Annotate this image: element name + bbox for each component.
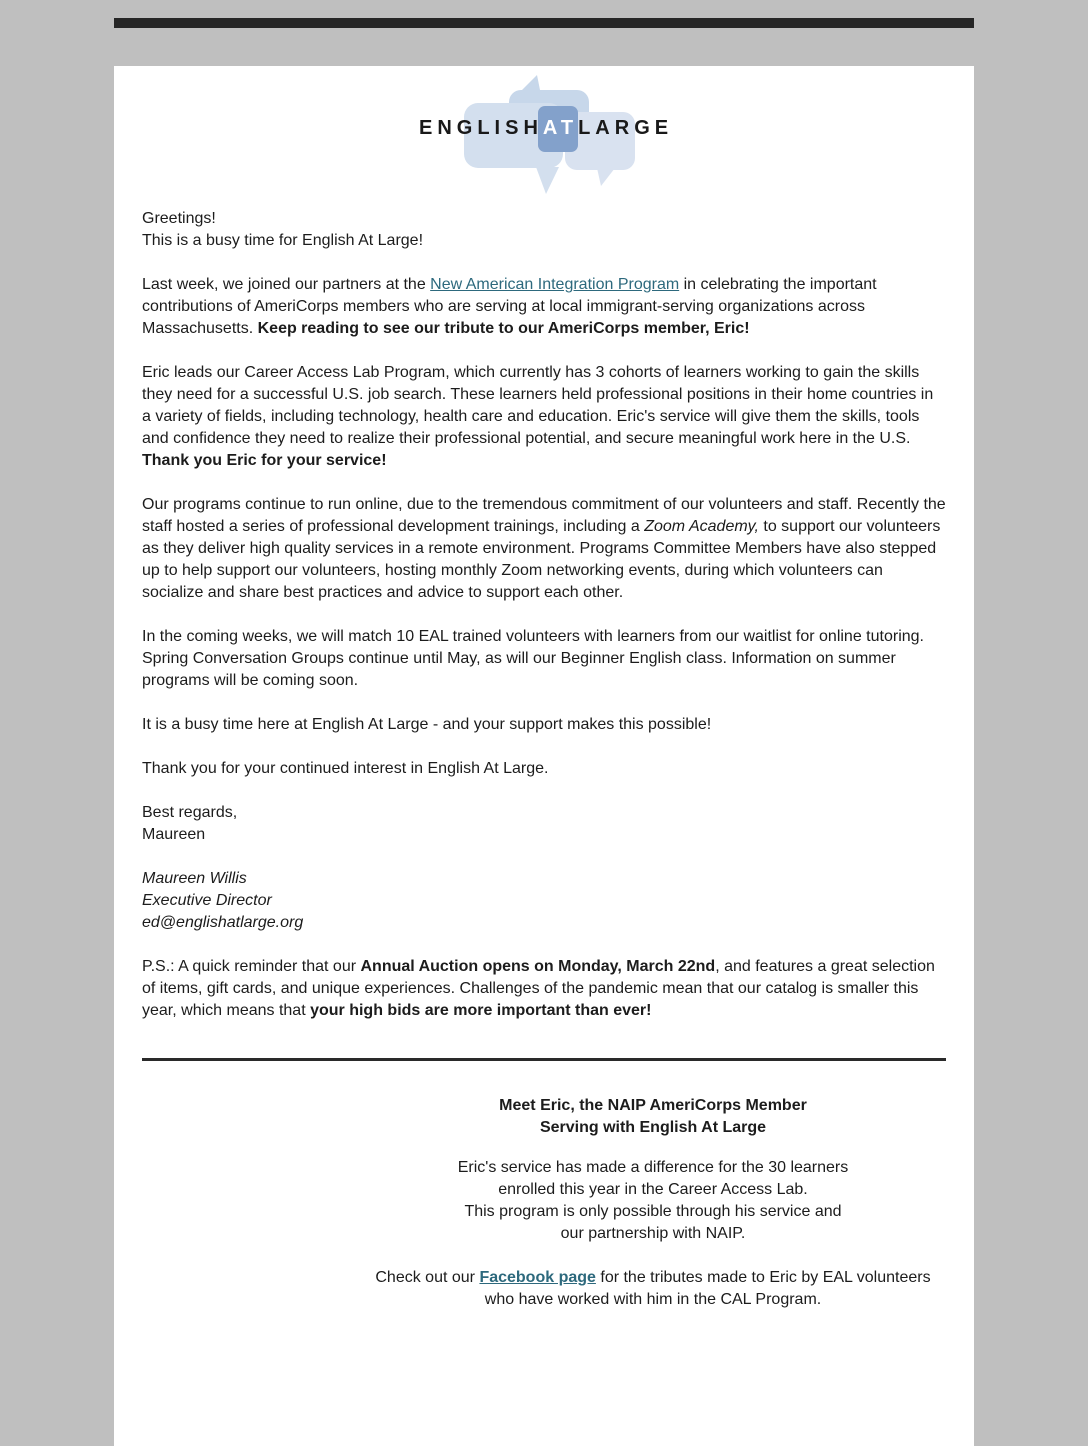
new-american-integration-program-link[interactable]: New American Integration Program <box>430 276 680 293</box>
programs-paragraph <box>142 494 946 604</box>
text-run: to support our volunteers as they deliver high quality services in a remote environment. Programs Committee Members have also stepped up to help support our volunteers, hosting monthly Zoom networking events, during which volunteers can socialize and share best practices and advice to support each other. <box>142 518 941 601</box>
email-message <box>114 18 974 1446</box>
text-run: This program is only possible through his service and <box>464 1203 842 1220</box>
logo-word-english: ENGLISH <box>419 117 543 139</box>
coming-weeks-paragraph <box>142 626 946 692</box>
text-run: enrolled this year in the Career Access Lab. <box>498 1181 808 1198</box>
last-week-paragraph <box>142 274 946 340</box>
text-run: Maureen <box>142 826 206 843</box>
speech-bubble-tail-right-icon <box>597 168 615 186</box>
logo-word-large: LARGE <box>578 117 674 139</box>
signature-title: Executive Director <box>142 892 272 909</box>
feature-heading <box>360 1095 946 1139</box>
signature-email: ed@englishatlarge.org <box>142 914 304 931</box>
text-run: P.S.: A quick reminder that our <box>142 958 361 975</box>
text-run: , and features a great selection of items, gift cards, and unique experiences. Challenges of the pandemic mean that our catalog is smaller this year, which means that <box>142 958 935 1019</box>
facebook-page-link[interactable]: Facebook page <box>479 1269 596 1286</box>
logo-wordmark <box>419 117 674 139</box>
eric-paragraph <box>142 362 946 472</box>
signature-block <box>142 868 946 934</box>
text-run: In the coming weeks, we will match 10 EAL trained volunteers with learners from our waitlist for online tutoring. Spring Conversation Groups continue until May, as will our Beginner English class. Information on summer programs will be coming soon. <box>142 628 924 689</box>
text-run-bold: your high bids are more important than ever! <box>310 1002 652 1019</box>
feature-facebook-paragraph <box>360 1267 946 1311</box>
greeting-paragraph <box>142 208 946 252</box>
section-divider <box>142 1058 946 1061</box>
english-at-large-logo <box>419 66 674 196</box>
thank-you-paragraph <box>142 758 946 780</box>
text-run: Best regards, <box>142 804 238 821</box>
speech-bubble-tail-down-icon <box>536 167 559 194</box>
text-run: Thank you for your continued interest in English At Large. <box>142 760 549 777</box>
top-accent-bar <box>114 18 974 28</box>
text-run: for the tributes made to Eric by EAL volunteers who have worked with him in the CAL Program. <box>484 1269 931 1308</box>
text-run: Our programs continue to run online, due to the tremendous commitment of our volunteers and staff. Recently the staff hosted a series of professional development trainings, including a <box>142 496 946 535</box>
busy-time-paragraph <box>142 714 946 736</box>
text-run-bold: Annual Auction opens on Monday, March 22nd <box>360 958 716 975</box>
feature-section <box>360 1095 946 1311</box>
ps-paragraph <box>142 956 946 1022</box>
closing-paragraph <box>142 802 946 846</box>
signature-name: Maureen Willis <box>142 870 247 887</box>
logo-word-at: AT <box>542 117 579 139</box>
text-run: Greetings! <box>142 210 216 227</box>
text-run: Eric leads our Career Access Lab Program, which currently has 3 cohorts of learners working to gain the skills they need for a successful U.S. job search. These learners held professional positions in their home countries in a variety of fields, including technology, health care and education. Eric's service will give them the skills, tools and confidence they need to realize their professional potential, and secure meaningful work here in the U.S. <box>142 364 934 447</box>
text-run: our partnership with NAIP. <box>560 1225 746 1242</box>
text-run: in celebrating the important contributions of AmeriCorps members who are serving at local immigrant-serving organizations across Massachusetts. <box>142 276 877 337</box>
text-run: Check out our <box>375 1269 480 1286</box>
feature-intro-paragraph <box>360 1157 946 1245</box>
text-run-bold: Thank you Eric for your service! <box>142 452 387 469</box>
email-content <box>114 66 974 1446</box>
text-run-bold: Keep reading to see our tribute to our AmeriCorps member, Eric! <box>257 320 750 337</box>
text-run: This is a busy time for English At Large! <box>142 232 424 249</box>
text-run: Serving with English At Large <box>539 1119 767 1136</box>
text-run: Meet Eric, the NAIP AmeriCorps Member <box>499 1097 807 1114</box>
text-run: It is a busy time here at English At Large - and your support makes this possible! <box>142 716 712 733</box>
text-run: Last week, we joined our partners at the <box>142 276 431 293</box>
text-run-italic: Zoom Academy, <box>644 518 759 535</box>
text-run: Eric's service has made a difference for the 30 learners <box>457 1159 849 1176</box>
